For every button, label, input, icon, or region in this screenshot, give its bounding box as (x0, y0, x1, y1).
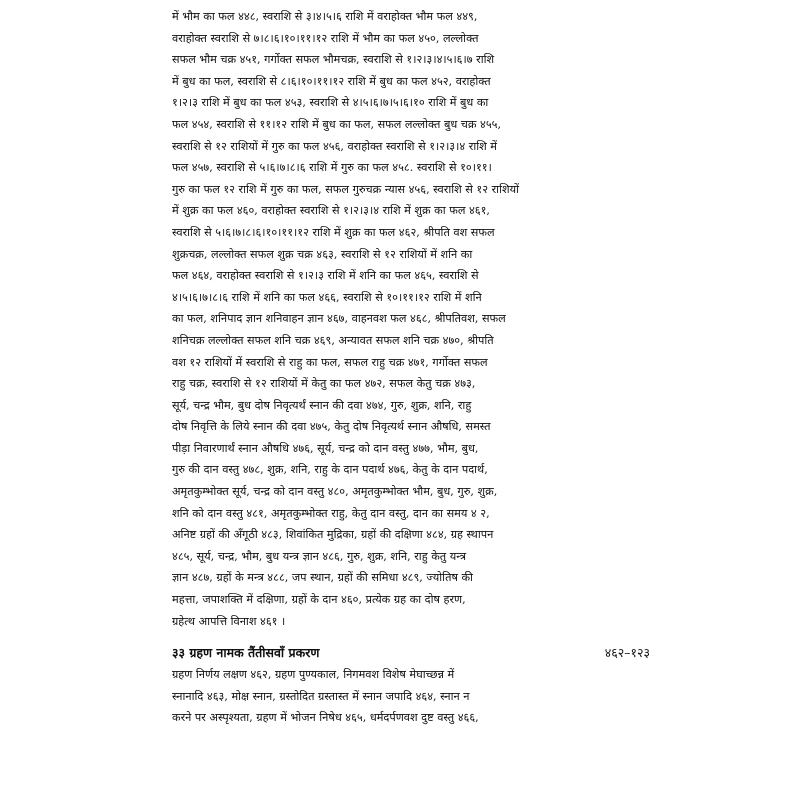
text-line: ग्रहण निर्णय लक्षण ४६२, ग्रहण पुण्यकाल, निगमवश विशेष मेघाच्छन्न में (172, 668, 455, 682)
text-line: गुरु की दान वस्तु ४७८, शुक्र, शनि, राहु के दान पदार्थ ४७६, केतु के दान पदार्थ, (172, 463, 488, 477)
text-line: फल ४६४, वराहोक्त स्वराशि से १।२।३ राशि में शनि का फल ४६५, स्वराशि से (172, 269, 479, 283)
text-line: फल ४५४, स्वराशि से ११।१२ राशि में बुध का फल, सफल लल्लोक्त बुध चक्र ४५५, (172, 117, 502, 131)
chapter-page-range: ४६२–१२३ (604, 645, 650, 661)
text-line: का फल, शनिपाद ज्ञान शनिवाहन ज्ञान ४६७, वाहनवश फल ४६८, श्रीपतिवश, सफल (172, 312, 506, 326)
text-line: ग्रहेत्थ आपत्ति विनाश ४६१ । (172, 614, 286, 628)
text-line: ४८५, सूर्य, चन्द्र, भौम, बुध यन्त्र ज्ञान ४८६, गुरु, शुक्र, शनि, राहु केतु यन्त्र (172, 549, 467, 563)
text-line: फल ४५७, स्वराशि से ५।६।७।८।६ राशि में गुरु का फल ४५८. स्वराशि से १०।११। (172, 161, 492, 175)
text-line: दोष निवृत्ति के लिये स्नान की दवा ४७५, केतु दोष निवृत्यर्थ स्नान औषधि, समस्त (172, 420, 491, 434)
text-line: स्वराशि से ५।६।७।८।६।१०।११।१२ राशि में शुक्र का फल ४६२, श्रीपति वश सफल (172, 225, 495, 239)
text-line: सूर्य, चन्द्र भौम, बुध दोष निवृत्यर्थं स्नान की दवा ४७४, गुरु, शुक्र, शनि, राहु (172, 398, 472, 412)
text-line: अनिष्ट ग्रहों की अँगूठी ४८३, शिवांकित मुद्रिका, ग्रहों की दक्षिणा ४८४, ग्रह स्थापन (172, 528, 494, 542)
text-line: में शुक्र का फल ४६०, वराहोक्त स्वराशि से १।२।३।४ राशि में शुक्र का फल ४६१, (172, 204, 490, 218)
chapter-contents-paragraph (172, 664, 650, 729)
text-line: स्नानादि ४६३, मोक्ष स्नान, ग्रस्तोदित ग्रस्तास्त में स्नान जपादि ४६४, स्नान न (172, 689, 470, 703)
text-line: शनिचक्र लल्लोक्त सफल शनि चक्र ४६९, अन्यावत सफल शनि चक्र ४७०, श्रीपति (172, 333, 494, 347)
text-line: १।२।३ राशि में बुध का फल ४५३, स्वराशि से ४।५।६।७।५।६।१० राशि में बुध का (172, 96, 489, 110)
text-line: शुक्रचक्र, लल्लोक्त सफल शुक्र चक्र ४६३, स्वराशि से १२ राशियों में शनि का (172, 247, 473, 261)
text-line: करने पर अस्पृश्यता, ग्रहण में भोजन निषेध ४६५, धर्मदर्पणवश दुष्ट वस्तु ४६६, (172, 711, 479, 725)
text-line: ज्ञान ४८७, ग्रहों के मन्त्र ४८८, जप स्थान, ग्रहों की समिधा ४८९, ज्योतिष की (172, 571, 473, 585)
text-line: शनि को दान वस्तु ४८१, अमृतकुम्भोक्त राहु, केतु दान वस्तु, दान का समय ४ २, (172, 506, 490, 520)
text-line: स्वराशि से १२ राशियों में गुरु का फल ४५६, वराहोक्त स्वराशि से १।२।३।४ राशि में (172, 139, 497, 153)
text-line: ४।५।६।७।८।६ राशि में शनि का फल ४६६, स्वराशि से १०।११।१२ राशि में शनि (172, 290, 482, 304)
text-line: पीड़ा निवारणार्थं स्नान औषधि ४७६, सूर्य, चन्द्र को दान वस्तु ४७७, भौम, बुध, (172, 441, 479, 455)
text-line: वराहोक्त स्वराशि से ७।८।६।१०।११।१२ राशि में भौम का फल ४५०, लल्लोक्त (172, 31, 479, 45)
text-line: में बुध का फल, स्वराशि से ८।६।१०।११।१२ राशि में बुध का फल ४५२, वराहोक्त (172, 74, 491, 88)
chapter-heading (172, 642, 650, 664)
text-line: गुरु का फल १२ राशि में गुरु का फल, सफल गुरुचक्र न्यास ४५६, स्वराशि से १२ राशियों (172, 182, 519, 196)
text-line: महत्ता, जपाशक्ति में दक्षिणा, ग्रहों के दान ४६०, प्रत्येक ग्रह का दोष हरण, (172, 593, 466, 607)
text-line: वश १२ राशियों में स्वराशि से राहु का फल, सफल राहु चक्र ४७१, गर्गोक्त सफल (172, 355, 488, 369)
text-line: सफल भौम चक्र ४५१, गर्गोक्त सफल भौमचक्र, स्वराशि से १।२।३।४।५।६।७ राशि (172, 53, 495, 67)
text-line: में भौम का फल ४४८, स्वराशि से ३।४।५।६ राशि में वराहोक्त भौम फल ४४९, (172, 10, 478, 23)
chapter-title: ३३ ग्रहण नामक तैंतीसवाँ प्रकरण (172, 645, 320, 661)
contents-paragraph (172, 6, 650, 632)
text-line: राहु चक्र, स्वराशि से १२ राशियों में केतु का फल ४७२, सफल केतु चक्र ४७३, (172, 377, 476, 391)
text-line: अमृतकुम्भोक्त सूर्य, चन्द्र को दान वस्तु ४८०, अमृतकुम्भोक्त भौम, बुध, गुरु, शुक्र, (172, 485, 498, 499)
